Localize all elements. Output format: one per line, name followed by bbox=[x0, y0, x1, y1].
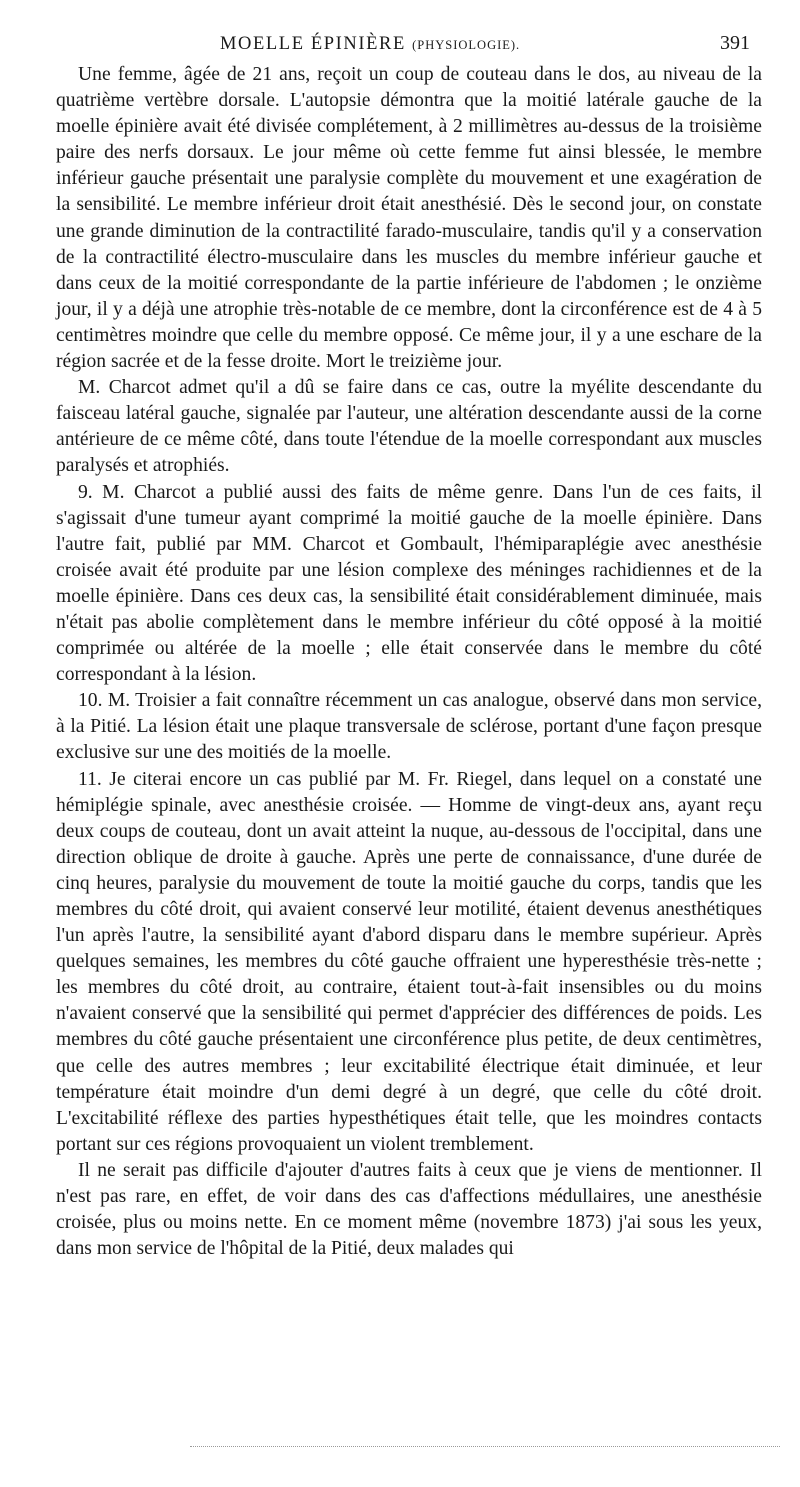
footer-smudge-line bbox=[190, 1446, 780, 1449]
paragraph-case-11: 11. Je citerai encore un cas publié par M. Fr. Riegel, dans lequel on a constaté une hémiplégie spinale, avec anesthésie croisée. — Homme de vingt-deux ans, ayant reçu deux coups de couteau, dont un avait atteint la nuque, au-dessous de l'occipital, dans une direction oblique de droite à gauche. Après une perte de connaissance, d'une durée de cinq heures, paralysie du mouvement de toute la moitié gauche du corps, tandis que les membres du côté droit, qui avaient conservé leur motilité, étaient devenus anesthétiques l'un après l'autre, la sensibilité ayant d'abord disparu dans le membre supérieur. Après quelques semaines, les membres du côté gauche offraient une hyperesthésie très-nette ; les membres du côté droit, au contraire, étaient tout-à-fait insensibles ou du moins n'avaient conservé que la sensibilité qui permet d'apprécier des différences de poids. Les membres du côté gauche présentaient une circonférence plus petite, de deux centimètres, que celle des autres membres ; leur excitabilité électrique était diminuée, et leur température était moindre d'un demi degré à un degré, que celle du côté droit. L'excitabilité réflexe des parties hypesthétiques était telle, que les moindres contacts portant sur ces régions provoquaient un violent tremblement. bbox=[56, 768, 762, 1155]
running-title-main: MOELLE ÉPINIÈRE bbox=[220, 34, 406, 54]
paragraph-case-9: 9. M. Charcot a publié aussi des faits de même genre. Dans l'un de ces faits, il s'agissait d'une tumeur ayant comprimé la moitié gauche de la moelle épinière. Dans l'autre fait, publié par MM. Charcot et Gombault, l'hémiparaplégie avec anesthésie croisée avait été produite par une lésion complexe des méninges rachidiennes et de la moelle épinière. Dans ces deux cas, la sensibilité était considérablement diminuée, mais n'était pas abolie complètement dans le membre inférieur du côté opposé à la moitié comprimée ou altérée de la moelle ; elle était conservée dans le membre du côté correspondant à la lésion. bbox=[56, 481, 762, 686]
running-title bbox=[220, 34, 520, 55]
paragraph-conclusion: Il ne serait pas difficile d'ajouter d'autres faits à ceux que je viens de mentionner. Il n'est pas rare, en effet, de voir dans des cas d'affections médullaires, une anesthésie croisée, plus ou moins nette. En ce moment même (novembre 1873) j'ai sous les yeux, dans mon service de l'hôpital de la Pitié, deux malades qui bbox=[56, 1159, 762, 1260]
paragraph-case-10: 10. M. Troisier a fait connaître récemment un cas analogue, observé dans mon service, à la Pitié. La lésion était une plaque transversale de sclérose, portant d'une façon presque exclusive sur une des moitiés de la moelle. bbox=[56, 690, 762, 764]
running-title-sub: (PHYSIOLOGIE). bbox=[412, 38, 521, 52]
page-header bbox=[56, 34, 760, 60]
page-body bbox=[56, 62, 762, 1262]
page-number: 391 bbox=[720, 32, 750, 54]
paragraph-case-8: Une femme, âgée de 21 ans, reçoit un coup de couteau dans le dos, au niveau de la quatrième vertèbre dorsale. L'autopsie démontra que la moitié latérale gauche de la moelle épinière avait été divisée complétement, à 2 millimètres au-dessus de la troisième paire des nerfs dorsaux. Le jour même où cette femme fut ainsi blessée, le membre inférieur gauche présentait une paralysie complète du mouvement et une exagération de la sensibilité. Le membre inférieur droit était anesthésié. Dès le second jour, on constate une grande diminution de la contractilité farado-musculaire, tandis qu'il y a conservation de la contractilité électro-musculaire dans les muscles du membre inférieur gauche et dans ceux de la moitié correspondante de la partie inférieure de l'abdomen ; le onzième jour, il y a déjà une atrophie très-notable de ce membre, dont la circonférence est de 4 à 5 centimètres moindre que celle du membre opposé. Ce même jour, il y a une eschare de la région sacrée et de la fesse droite. Mort le treizième jour. bbox=[56, 64, 762, 373]
paragraph-charcot-comment: M. Charcot admet qu'il a dû se faire dans ce cas, outre la myélite descendante du faisceau latéral gauche, signalée par l'auteur, une altération descendante aussi de la corne antérieure de ce même côté, dans toute l'étendue de la moelle correspondant aux muscles paralysés et atrophiés. bbox=[56, 377, 762, 477]
